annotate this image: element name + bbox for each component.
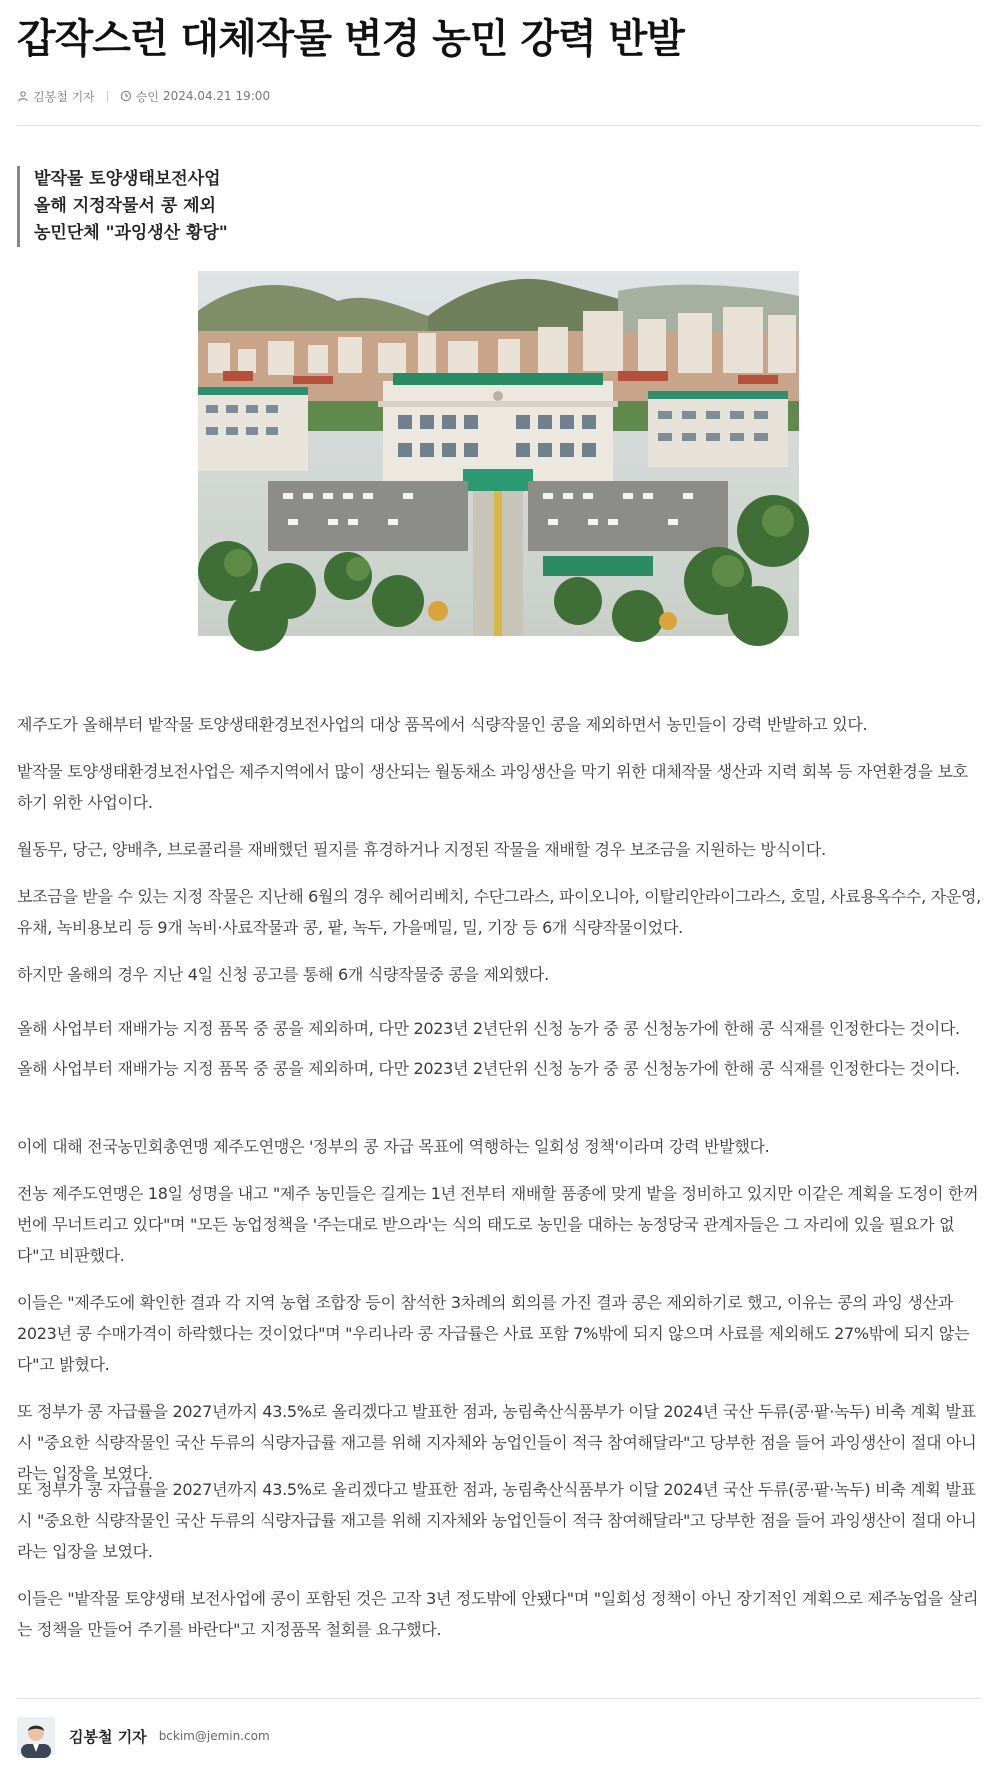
reporter-email[interactable]: bckim@jemin.com [158,1729,270,1743]
person-icon [17,90,29,102]
article-paragraph: 올해 사업부터 재배가능 지정 품목 중 콩을 제외하며, 다만 2023년 2년단위 신청 농가 중 콩 신청농가에 한해 콩 식재를 인정한다는 것이다. [17,1059,960,1078]
clock-icon [120,90,132,102]
article-paragraph: 전농 제주도연맹은 18일 성명을 내고 "제주 농민들은 길게는 1년 전부터 재배할 품종에 맞게 밭을 정비하고 있지만 이같은 계획을 도정이 한꺼번에 무너트리고 있다"며 "모든 농업정책을 '주는대로 받으라'는 식의 태도로 농민을 대하는 농정당국 관계자들은 그 자리에 있을 필요가 없다"고 비판했다. [17,1184,979,1265]
article-paragraph: 이에 대해 전국농민회총연맹 제주도연맹은 '정부의 콩 자급 목표에 역행하는 일회성 정책'이라며 강력 반발했다. [17,1137,770,1156]
article-paragraph: 이들은 "밭작물 토양생태 보전사업에 콩이 포함된 것은 고작 3년 정도밖에 안됐다"며 "일회성 정책이 아닌 장기적인 계획으로 제주농업을 살리는 정책을 만들어 주기를 바란다"고 지정품목 철회를 요구했다. [17,1589,979,1639]
header-divider [17,125,981,126]
article-paragraph: 또 정부가 콩 자급률을 2027년까지 43.5%로 올리겠다고 발표한 점과, 농림축산식품부가 이달 2024년 국산 두류(콩·팥·녹두) 비축 계획 발표시 "중요한 식량작물인 국산 두류의 식량자급률 재고를 위해 지자체와 농업인들이 적극 참여해달라"고 당부한 점을 들어 과잉생산이 절대 아니라는 입장을 보였다. [17,1480,977,1561]
meta-divider [107,91,108,102]
article-paragraph: 올해 사업부터 재배가능 지정 품목 중 콩을 제외하며, 다만 2023년 2년단위 신청 농가 중 콩 신청농가에 한해 콩 식재를 인정한다는 것이다. [17,1019,960,1038]
article-paragraph: 밭작물 토양생태환경보전사업은 제주지역에서 많이 생산되는 월동채소 과잉생산을 막기 위한 대체작물 생산과 지력 회복 등 자연환경을 보호하기 위한 사업이다. [17,762,968,812]
avatar[interactable] [17,1717,55,1755]
article-paragraph: 보조금을 받을 수 있는 지정 작물은 지난해 6월의 경우 헤어리베치, 수단그라스, 파이오니아, 이탈리안라이그라스, 호밀, 사료용옥수수, 자운영, 유채, 녹비용보리 등 9개 녹비·사료작물과 콩, 팥, 녹두, 가을메밀, 밀, 기장 등 6개 식량작물이었다. [17,887,981,937]
article-paragraph: 월동무, 당근, 양배추, 브로콜리를 재배했던 필지를 휴경하거나 지정된 작물을 재배할 경우 보조금을 지원하는 방식이다. [17,840,826,859]
subtitle-line: 농민단체 "과잉생산 황당" [34,223,228,243]
status-label: 승인 [135,89,159,104]
reporter-byline [17,1713,270,1759]
footer-divider [17,1698,981,1699]
published-date: 2024.04.21 19:00 [162,89,271,103]
article-meta [17,86,270,106]
subtitle-line: 올해 지정작물서 콩 제외 [34,196,216,216]
article-paragraph: 하지만 올해의 경우 지난 4일 신청 공고를 통해 6개 식량작물중 콩을 제외했다. [17,965,549,984]
reporter-name[interactable]: 김봉철 기자 [69,1727,147,1746]
article-subtitle [17,166,228,247]
article-paragraph: 이들은 "제주도에 확인한 결과 각 지역 농협 조합장 등이 참석한 3차례의 회의를 가진 결과 콩은 제외하기로 했고, 이유는 콩의 과잉 생산과 2023년 콩 수매가격이 하락했다는 것이었다"며 "우리나라 콩 자급률은 사료 포함 7%밖에 되지 않으며 사료를 제외해도 27%밖에 되지 않는다"고 밝혔다. [17,1293,970,1374]
article-paragraph: 제주도가 올해부터 밭작물 토양생태환경보전사업의 대상 품목에서 식량작물인 콩을 제외하면서 농민들이 강력 반발하고 있다. [17,715,868,734]
article-paragraph: 또 정부가 콩 자급률을 2027년까지 43.5%로 올리겠다고 발표한 점과, 농림축산식품부가 이달 2024년 국산 두류(콩·팥·녹두) 비축 계획 발표시 "중요한 식량작물인 국산 두류의 식량자급률 재고를 위해 지자체와 농업인들이 적극 참여해달라"고 당부한 점을 들어 과잉생산이 절대 아니라는 입장을 보였다. [17,1402,977,1483]
article-photo[interactable] [198,271,799,636]
subtitle-line: 밭작물 토양생태보전사업 [34,169,221,189]
article-title: 갑작스런 대체작물 변경 농민 강력 반발 [17,16,684,62]
author-label[interactable]: 김봉철 기자 [33,89,95,104]
